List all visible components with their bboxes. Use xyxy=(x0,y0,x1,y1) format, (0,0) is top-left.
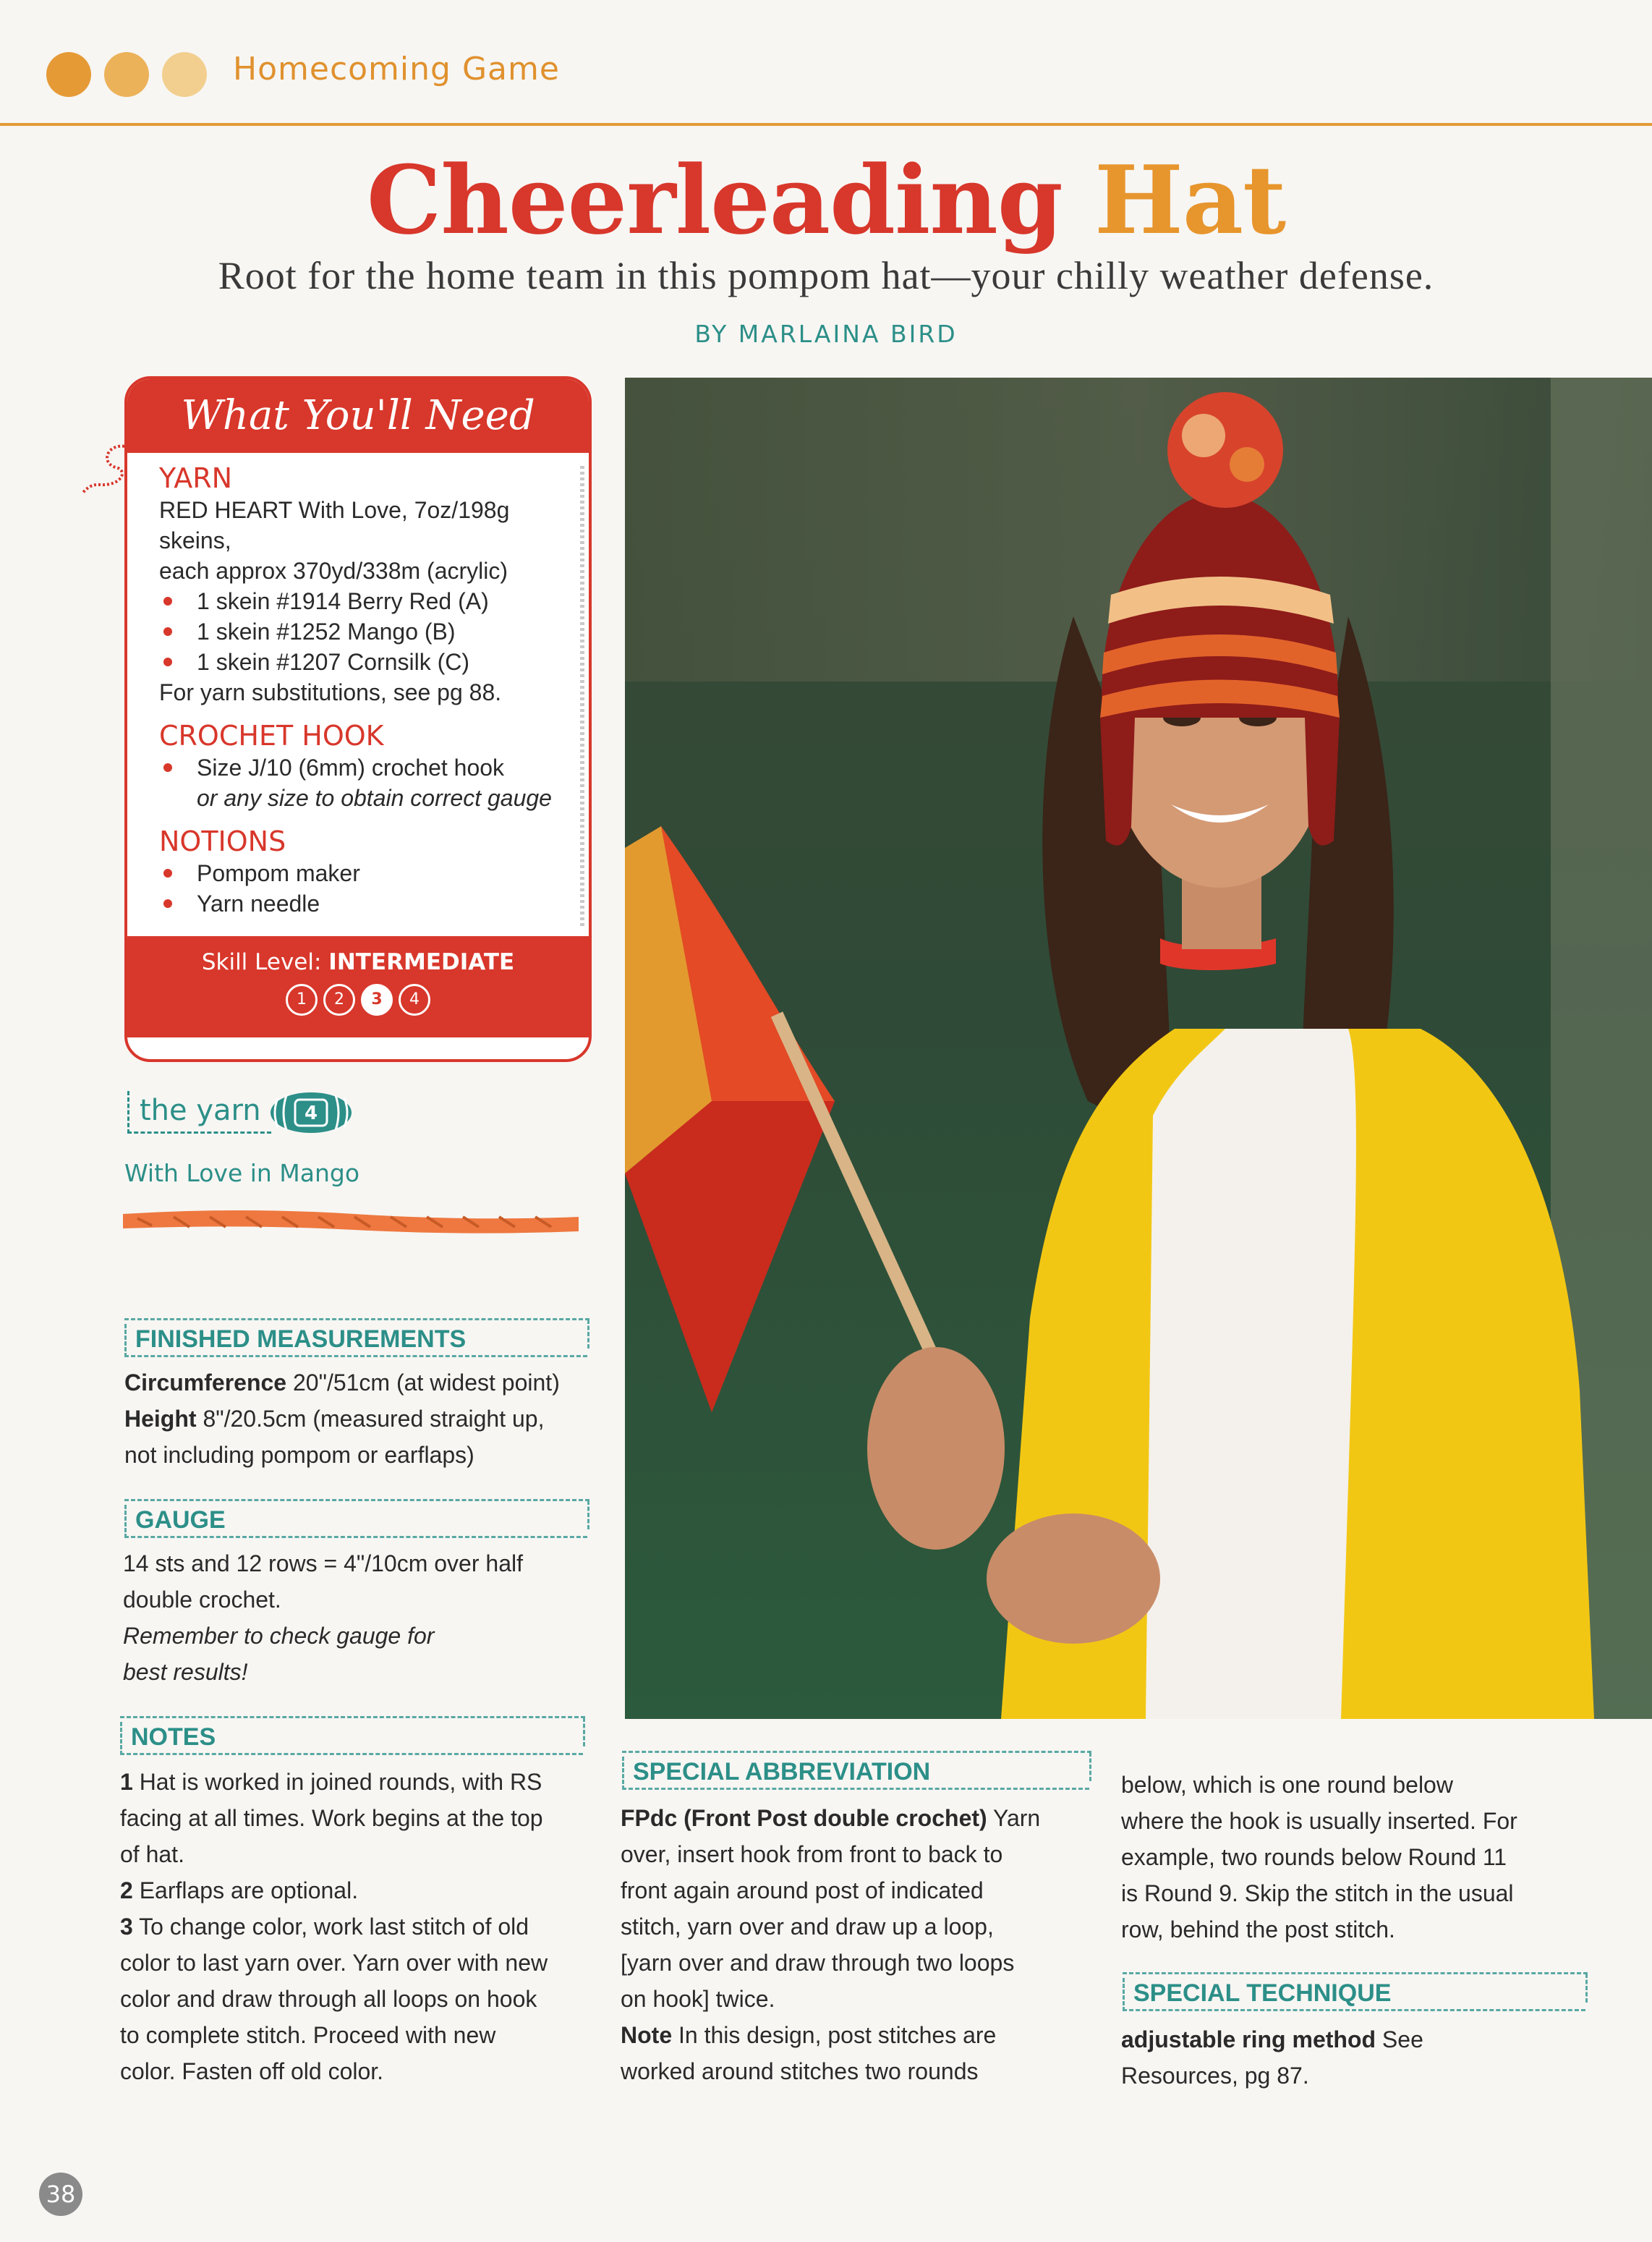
yarn-weight-skein-icon xyxy=(266,1090,356,1136)
circumference-label: Circumference xyxy=(124,1370,287,1396)
note-text: color. Fasten off old color. xyxy=(120,2058,384,2084)
notions-heading: NOTIONS xyxy=(159,825,286,857)
yarn-item: 1 skein #1207 Cornsilk (C) xyxy=(159,647,564,677)
materials-body xyxy=(159,463,564,919)
notions-item: Pompom maker xyxy=(159,858,564,888)
page-title xyxy=(0,145,1652,255)
note-number: 3 xyxy=(120,1914,133,1940)
skill-level-bar xyxy=(127,936,589,1037)
notes-text xyxy=(120,1764,612,2089)
abbreviation-note: In this design, post stitches are xyxy=(672,2022,997,2048)
abbreviation-cont-line: is Round 9. Skip the stitch in the usual xyxy=(1121,1880,1514,1906)
skill-label: Skill Level: xyxy=(201,949,322,975)
skill-value: INTERMEDIATE xyxy=(328,949,515,975)
hook-heading: CROCHET HOOK xyxy=(159,720,384,752)
hook-note: or any size to obtain correct gauge xyxy=(197,785,552,811)
abbreviation-def: Yarn xyxy=(987,1805,1041,1831)
gauge-line: 14 sts and 12 rows = 4"/10cm over half xyxy=(123,1550,523,1576)
subtitle: Root for the home team in this pompom hat—your chilly weather defense. xyxy=(218,254,1434,297)
hook-item: Size J/10 (6mm) crochet hook xyxy=(159,752,564,783)
page-number: 38 xyxy=(39,2173,82,2216)
skill-level-text xyxy=(127,936,589,975)
gauge-text xyxy=(123,1545,600,1690)
yarn-substitution: For yarn substitutions, see pg 88. xyxy=(159,679,502,705)
skill-circle: 2 xyxy=(323,984,355,1016)
note-text: Earflaps are optional. xyxy=(132,1877,359,1903)
gauge-line: double crochet. xyxy=(123,1587,281,1613)
technique-text xyxy=(1121,2021,1627,2094)
skill-circles xyxy=(127,984,589,1016)
abbreviation-continued xyxy=(1121,1767,1627,1948)
note-number: 2 xyxy=(120,1877,133,1903)
technique-term: adjustable ring method xyxy=(1121,2026,1376,2052)
measurements-text xyxy=(124,1364,602,1473)
technique-heading: SPECIAL TECHNIQUE xyxy=(1123,1978,1585,2011)
abbreviation-def: on hook] twice. xyxy=(621,1986,775,2012)
abbreviation-text xyxy=(621,1800,1112,2089)
yarn-name: With Love in Mango xyxy=(124,1159,360,1187)
height-value-cont: not including pompom or earflaps) xyxy=(124,1442,474,1468)
height-value: 8"/20.5cm (measured straight up, xyxy=(203,1406,545,1432)
title-part-2: Hat xyxy=(1094,145,1286,255)
note-text: to complete stitch. Proceed with new xyxy=(120,2022,496,2048)
abbreviation-def: over, insert hook from front to back to xyxy=(621,1841,1003,1867)
byline: BY MARLAINA BIRD xyxy=(694,320,958,348)
dot-2 xyxy=(104,52,149,97)
yarn-item: 1 skein #1252 Mango (B) xyxy=(159,616,564,647)
notions-item: Yarn needle xyxy=(159,888,564,919)
note-text: Hat is worked in joined rounds, with RS xyxy=(132,1769,542,1795)
note-text: facing at all times. Work begins at the top xyxy=(120,1805,543,1831)
yarn-squiggle-icon xyxy=(78,441,136,499)
abbreviation-note: worked around stitches two rounds xyxy=(621,2058,979,2084)
header-rule xyxy=(0,123,1652,126)
abbreviation-def: [yarn over and draw through two loops xyxy=(621,1950,1015,1976)
technique-def: Resources, pg 87. xyxy=(1121,2063,1309,2089)
skill-circle: 4 xyxy=(399,984,430,1016)
abbreviation-note-label: Note xyxy=(621,2022,673,2048)
yarn-weight-number: 4 xyxy=(304,1103,318,1124)
abbreviation-cont-line: where the hook is usually inserted. For xyxy=(1121,1808,1517,1834)
measurements-heading: FINISHED MEASUREMENTS xyxy=(124,1324,587,1357)
circumference-value: 20"/51cm (at widest point) xyxy=(292,1370,560,1396)
yarn-strand-image xyxy=(123,1204,579,1239)
note-text: of hat. xyxy=(120,1841,184,1867)
note-text: To change color, work last stitch of old xyxy=(132,1914,529,1940)
dot-1 xyxy=(46,52,91,97)
abbreviation-cont-line: below, which is one round below xyxy=(1121,1772,1453,1798)
technique-def: See xyxy=(1376,2026,1423,2052)
skill-circle-selected: 3 xyxy=(361,984,393,1016)
materials-heading: What You'll Need xyxy=(127,379,589,453)
materials-border-dashes xyxy=(580,466,584,929)
title-part-1: Cheerleading xyxy=(366,145,1063,255)
yarn-heading: YARN xyxy=(159,462,233,494)
section-label: Homecoming Game xyxy=(233,51,560,88)
abbreviation-def: stitch, yarn over and draw up a loop, xyxy=(621,1914,994,1940)
materials-box xyxy=(124,376,592,1062)
dot-3 xyxy=(162,52,207,97)
gauge-heading: GAUGE xyxy=(124,1505,587,1538)
gauge-note: best results! xyxy=(123,1659,248,1685)
yarn-line: each approx 370yd/338m (acrylic) xyxy=(159,558,508,584)
note-text: color to last yarn over. Yarn over with new xyxy=(120,1950,548,1976)
skill-circle: 1 xyxy=(286,984,318,1016)
abbreviation-heading: SPECIAL ABBREVIATION xyxy=(622,1757,1089,1790)
gauge-note: Remember to check gauge for xyxy=(123,1623,435,1649)
height-label: Height xyxy=(124,1406,197,1432)
abbreviation-cont-line: row, behind the post stitch. xyxy=(1121,1916,1395,1942)
note-number: 1 xyxy=(120,1769,133,1795)
model-photo xyxy=(625,378,1652,1719)
yarn-item: 1 skein #1914 Berry Red (A) xyxy=(159,586,564,616)
section-dots xyxy=(46,45,220,95)
yarn-line: RED HEART With Love, 7oz/198g skeins, xyxy=(159,497,510,553)
note-text: color and draw through all loops on hook xyxy=(120,1986,537,2012)
abbreviation-term: FPdc (Front Post double crochet) xyxy=(621,1805,987,1831)
the-yarn-label: the yarn xyxy=(127,1091,271,1134)
notes-heading: NOTES xyxy=(120,1722,583,1755)
abbreviation-cont-line: example, two rounds below Round 11 xyxy=(1121,1844,1507,1870)
abbreviation-def: front again around post of indicated xyxy=(621,1877,984,1903)
